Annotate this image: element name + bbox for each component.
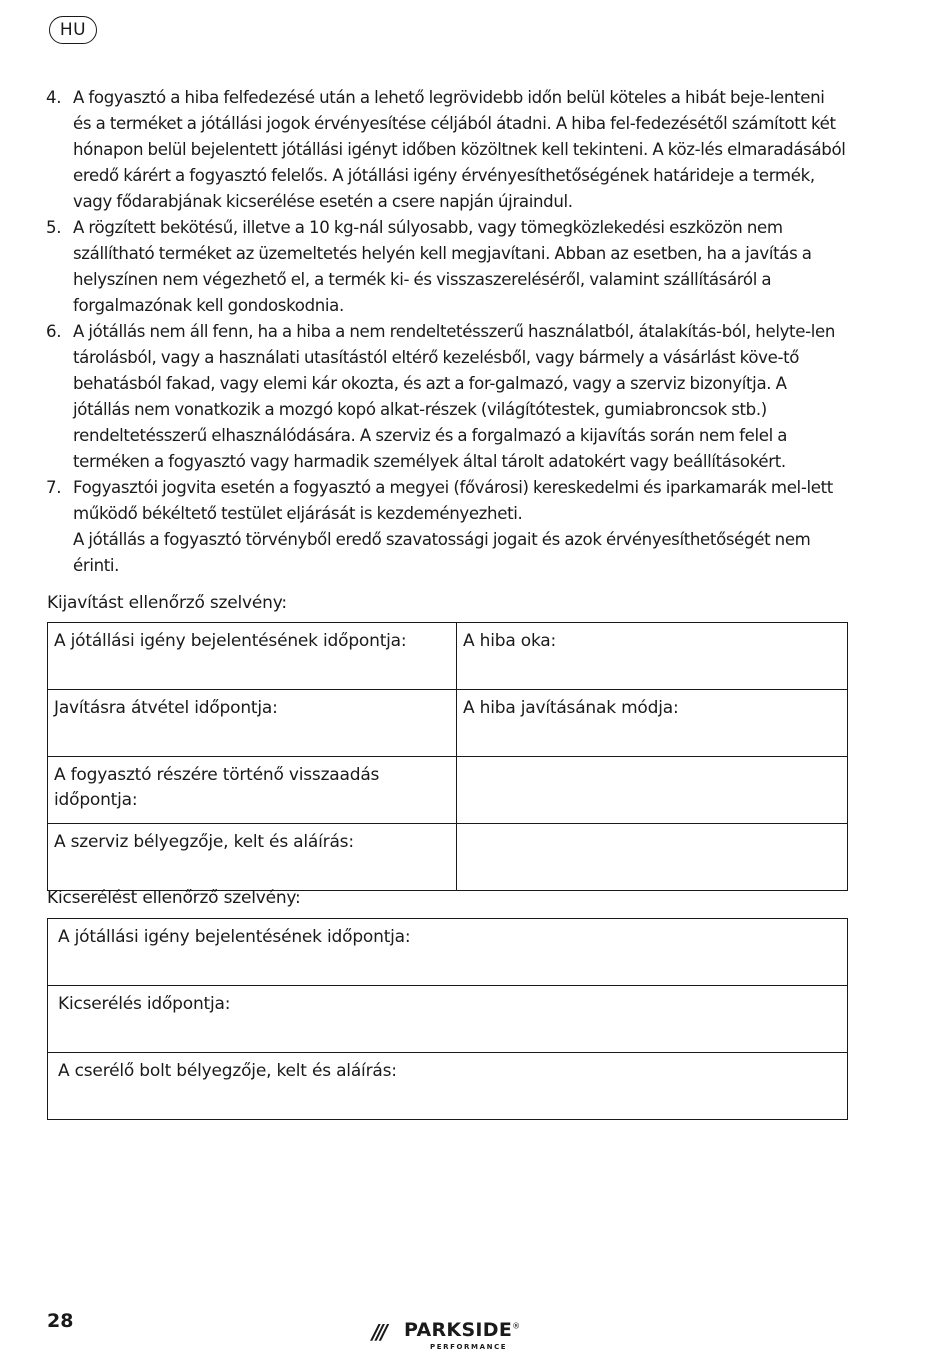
list-item-text: A jótállás nem áll fenn, ha a hiba a nem rendeltetésszerű használatból, átalakítás-ból, helyte-len tárolásból, vagy a használati utasítástól eltérő kezelésből, vagy bármely a vásárlást köve-tő behatásból fakad, vagy elemi kár okozta, és azt a for-galmazó, vagy a szerviz bizonyítja. A jótállás nem vonatkozik a mozgó kopó alkat-részek (világítótestek, gumiabroncsok stb.) rendeltetésszerű elhasználódására. A szerviz és a forgalmazó a kijavítás során nem felel a terméken a fogyasztó vagy harmadik személyek által tárolt adatokért vagy beállításokért. (73, 322, 835, 471)
list-item-text: A fogyasztó a hiba felfedezésé után a lehető legrövidebb időn belül köteles a hibát beje-lenteni és a terméket a jótállási jogok érvényesítése céljából átadni. A hiba fel-fedezésétől számított két hónapon belül bejelentett jótállási igényt időben közöltnek kell tekinteni. A köz-lés elmaradásából eredő kárért a fogyasztó felelős. A jótállási igény érvényesíthetőségének határideje a termék, vagy fődarabjának kicserélése esetén a csere napján újraindul. (73, 88, 846, 211)
form-cell (457, 757, 848, 824)
repair-form-title: Kijavítást ellenőrző szelvény: (47, 593, 287, 613)
list-item-number: 4. (46, 88, 62, 107)
repair-form-table (47, 622, 848, 891)
table-row (48, 1053, 848, 1120)
list-item-number: 7. (46, 478, 62, 497)
form-cell: A hiba javításának módja: (457, 690, 848, 757)
replacement-form-table (47, 918, 848, 1120)
list-item-text: Fogyasztói jogvita esetén a fogyasztó a megyei (fővárosi) kereskedelmi és iparkamarák mel-lett működő békéltető testület eljárását is kezdeményezheti. (73, 478, 833, 523)
list-item (46, 475, 846, 579)
table-row (48, 690, 848, 757)
page-number: 28 (47, 1310, 74, 1332)
list-item (46, 85, 846, 215)
table-row (48, 824, 848, 891)
form-cell: Kicserélés időpontja: (48, 986, 848, 1053)
list-item-text: A rögzített bekötésű, illetve a 10 kg-nál súlyosabb, vagy tömegközlekedési eszközön nem szállítható terméket az üzemeltetés helyén kell megjavítani. Abban az esetben, ha a javítás a helyszínen nem végezhető el, a termék ki- és visszaszereléséről, valamint szállításáról a forgalmazónak kell gondoskodnia. (73, 218, 812, 315)
replacement-form-title: Kicserélést ellenőrző szelvény: (47, 888, 301, 908)
form-cell (457, 824, 848, 891)
language-badge: HU (49, 16, 97, 44)
table-row (48, 919, 848, 986)
form-cell: A fogyasztó részére történő visszaadás időpontja: (48, 757, 457, 824)
logo-slashes-icon: /// (372, 1320, 385, 1344)
list-item-number: 5. (46, 218, 62, 237)
list-item (46, 215, 846, 319)
warranty-terms-list (46, 85, 846, 579)
table-row (48, 757, 848, 824)
form-cell: A jótállási igény bejelentésének időpontja: (48, 623, 457, 690)
logo-brand: PARKSIDE® (404, 1319, 521, 1341)
table-row (48, 623, 848, 690)
list-item-number: 6. (46, 322, 62, 341)
form-cell: Javításra átvétel időpontja: (48, 690, 457, 757)
parkside-logo (372, 1318, 532, 1352)
logo-subtitle: PERFORMANCE (430, 1343, 508, 1351)
form-cell: A cserélő bolt bélyegzője, kelt és aláírás: (48, 1053, 848, 1120)
form-cell: A hiba oka: (457, 623, 848, 690)
list-item-text: A jótállás a fogyasztó törvényből eredő szavatossági jogait és azok érvényesíthetőségét nem érinti. (73, 530, 811, 575)
form-cell: A jótállási igény bejelentésének időpontja: (48, 919, 848, 986)
form-cell: A szerviz bélyegzője, kelt és aláírás: (48, 824, 457, 891)
list-item (46, 319, 846, 475)
table-row (48, 986, 848, 1053)
